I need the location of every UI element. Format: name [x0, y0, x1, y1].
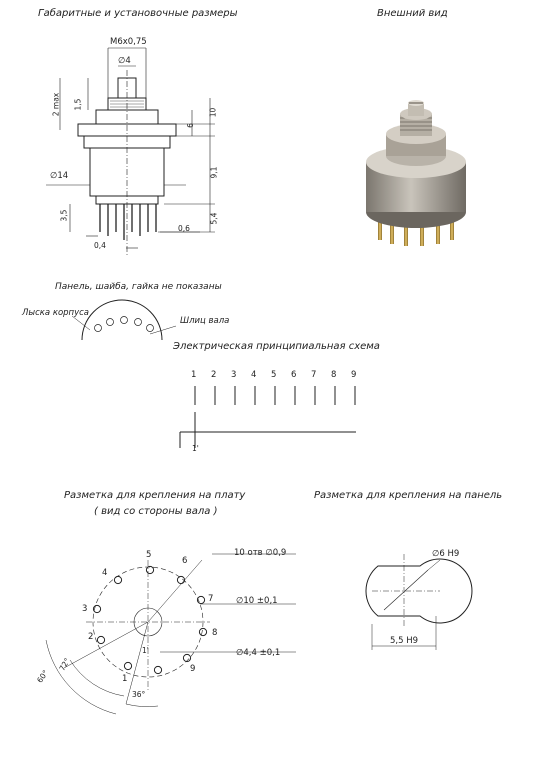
product-photo	[350, 100, 490, 250]
height-2max-label: 2 max	[51, 92, 61, 117]
hole-number: 4	[102, 568, 108, 578]
mount-panel-title: Разметка для крепления на панель	[314, 490, 503, 501]
height-15-label: 1,5	[73, 98, 83, 111]
pin-04-label: 0,4	[94, 241, 106, 250]
pin-number: 1	[191, 370, 197, 380]
d44-label: ∅4,4 ±0,1	[236, 648, 281, 658]
pin-number: 9	[351, 370, 357, 380]
pins	[100, 204, 156, 240]
height-91-label: 9,1	[209, 166, 219, 179]
body-diameter-label: ∅14	[50, 171, 69, 181]
hole-number: 7	[208, 594, 214, 604]
panel-layout	[366, 554, 472, 650]
pin-number: 5	[271, 370, 277, 380]
pin-number: 8	[331, 370, 337, 380]
schematic-lines	[180, 386, 356, 448]
height-6-label: 6	[185, 123, 195, 128]
schematic-title: Электрическая принципиальная схема	[173, 341, 380, 352]
note-text: Панель, шайба, гайка не показаны	[55, 282, 222, 292]
appearance-title: Внешний вид	[377, 8, 448, 19]
shaft-diameter-label: ∅4	[118, 56, 131, 66]
angle-36-label: 36°	[132, 690, 146, 699]
pin-number: 7	[311, 370, 317, 380]
hole-number: 3	[82, 604, 88, 614]
holes-label: 10 отв ∅0,9	[234, 548, 287, 558]
hole-number: 9	[190, 664, 196, 674]
flat-label: Лыска корпуса	[22, 308, 90, 318]
panel-w55-label: 5,5 Н9	[390, 636, 419, 646]
pin-number: 2	[211, 370, 217, 380]
hole-number: 1	[122, 674, 128, 684]
angle-72-label: 72°	[57, 656, 72, 673]
thread-label: М6х0,75	[110, 37, 147, 47]
hole-number: 2	[88, 632, 94, 642]
pin-number: 3	[231, 370, 237, 380]
common-pin-label: 1'	[192, 444, 199, 453]
pin-number: 6	[291, 370, 297, 380]
hole-number: 8	[212, 628, 218, 638]
dimensions-title: Габаритные и установочные размеры	[38, 8, 238, 19]
board-layout	[46, 554, 296, 714]
hole-number: 5	[146, 550, 152, 560]
center-label: 1'	[142, 646, 149, 655]
angle-60-label: 60°	[35, 668, 51, 685]
d10-label: ∅10 ±0,1	[236, 596, 278, 606]
height-35-label: 3,5	[59, 209, 69, 222]
mount-board-subtitle: ( вид со стороны вала )	[94, 506, 218, 517]
height-10-label: 10	[208, 107, 218, 118]
panel-d6-label: ∅6 Н9	[432, 549, 460, 559]
hole-number: 6	[182, 556, 188, 566]
slot-label: Шлиц вала	[180, 316, 230, 326]
pin-number: 4	[251, 370, 257, 380]
pin-06-label: 0,6	[178, 224, 190, 233]
height-54-label: 5,4	[209, 212, 219, 225]
mount-board-title: Разметка для крепления на плату	[64, 490, 246, 501]
